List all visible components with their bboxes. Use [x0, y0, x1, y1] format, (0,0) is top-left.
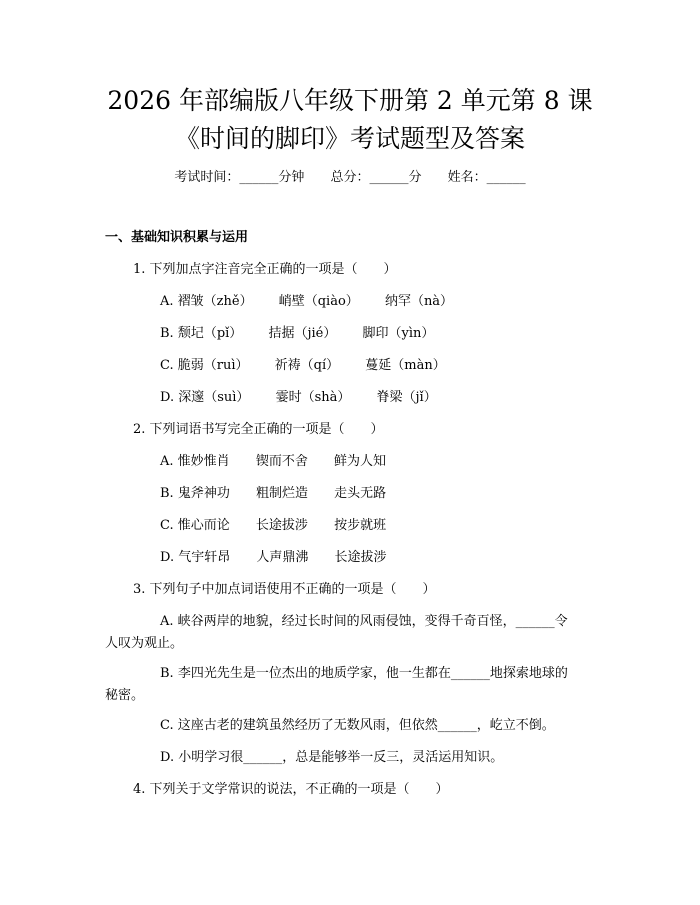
option-word: 褶皱（zhě） — [177, 294, 253, 309]
option-word: 祈祷（qí） — [274, 358, 340, 373]
question-4-stem: 4. 下列关于文学常识的说法，不正确的一项是（ ） — [133, 782, 449, 797]
option-word: 拮据（jié） — [268, 326, 337, 341]
question-3-option-c: C. 这座古老的建筑虽然经历了无数风雨，但依然______，屹立不倒。 — [160, 718, 555, 733]
option-letter: A. — [160, 294, 174, 309]
question-3-stem: 3. 下列句子中加点词语使用不正确的一项是（ ） — [133, 582, 436, 597]
option-word: 锲而不舍 — [255, 454, 308, 469]
option-letter: A. — [160, 454, 174, 469]
question-3-option-a-line-2: 人叹为观止。 — [105, 636, 184, 651]
option-letter: C. — [160, 358, 174, 373]
option-word: 人声鼎沸 — [256, 550, 309, 565]
option-word: 按步就班 — [334, 518, 387, 533]
option-word: 脊梁（jǐ） — [376, 390, 437, 405]
option-letter: D. — [160, 390, 175, 405]
option-word: 峭壁（qiào） — [278, 294, 359, 309]
question-3-option-a-line-1: A. 峡谷两岸的地貌，经过长时间的风雨侵蚀，变得千奇百怪，______令 — [160, 614, 568, 629]
question-2-option-a — [160, 452, 408, 472]
document-title-line-1: 2026 年部编版八年级下册第 2 单元第 8 课 — [107, 86, 593, 115]
question-2-stem: 2. 下列词语书写完全正确的一项是（ ） — [133, 422, 384, 437]
option-word: 霎时（shà） — [275, 390, 351, 405]
option-word: 脚印（yìn） — [362, 326, 435, 341]
option-letter: C. — [160, 518, 174, 533]
question-3-option-b-line-2: 秘密。 — [105, 688, 145, 703]
option-word: 颓圮（pǐ） — [177, 326, 243, 341]
option-word: 气宇轩昂 — [178, 550, 231, 565]
document-title-line-2: 《时间的脚印》考试题型及答案 — [174, 124, 525, 153]
question-2-option-b — [160, 484, 408, 504]
option-word: 蔓延（màn） — [365, 358, 446, 373]
question-1-option-d — [160, 388, 459, 408]
option-word: 脆弱（ruì） — [177, 358, 249, 373]
question-2-option-c — [160, 516, 408, 536]
option-letter: B. — [160, 326, 174, 341]
question-1-option-a — [160, 292, 475, 312]
option-letter: D. — [160, 550, 175, 565]
option-letter: B. — [160, 486, 174, 501]
option-word: 惟妙惟肖 — [177, 454, 230, 469]
option-word: 纳罕（nà） — [384, 294, 454, 309]
option-word: 粗制烂造 — [255, 486, 308, 501]
question-1-option-c — [160, 356, 468, 376]
option-word: 走头无路 — [334, 486, 387, 501]
option-word: 长途拔涉 — [334, 550, 387, 565]
option-word: 鲜为人知 — [333, 454, 386, 469]
exam-meta — [0, 168, 700, 188]
exam-time-label: 考试时间：______分钟 — [174, 170, 305, 185]
option-word: 鬼斧神功 — [177, 486, 230, 501]
option-word: 长途拔涉 — [255, 518, 308, 533]
option-word: 深邃（suì） — [178, 390, 250, 405]
section-1-title: 一、基础知识积累与运用 — [105, 230, 249, 245]
student-name-label: 姓名：______ — [447, 170, 526, 185]
question-2-option-d — [160, 548, 409, 568]
total-score-label: 总分：______分 — [330, 170, 422, 185]
question-1-option-b — [160, 324, 456, 344]
question-1-stem: 1. 下列加点字注音完全正确的一项是（ ） — [133, 262, 397, 277]
option-word: 惟心而论 — [177, 518, 230, 533]
question-3-option-b-line-1: B. 李四光先生是一位杰出的地质学家，他一生都在______地探索地球的 — [160, 666, 568, 681]
question-3-option-d: D. 小明学习很______，总是能够举一反三，灵活运用知识。 — [160, 750, 504, 765]
